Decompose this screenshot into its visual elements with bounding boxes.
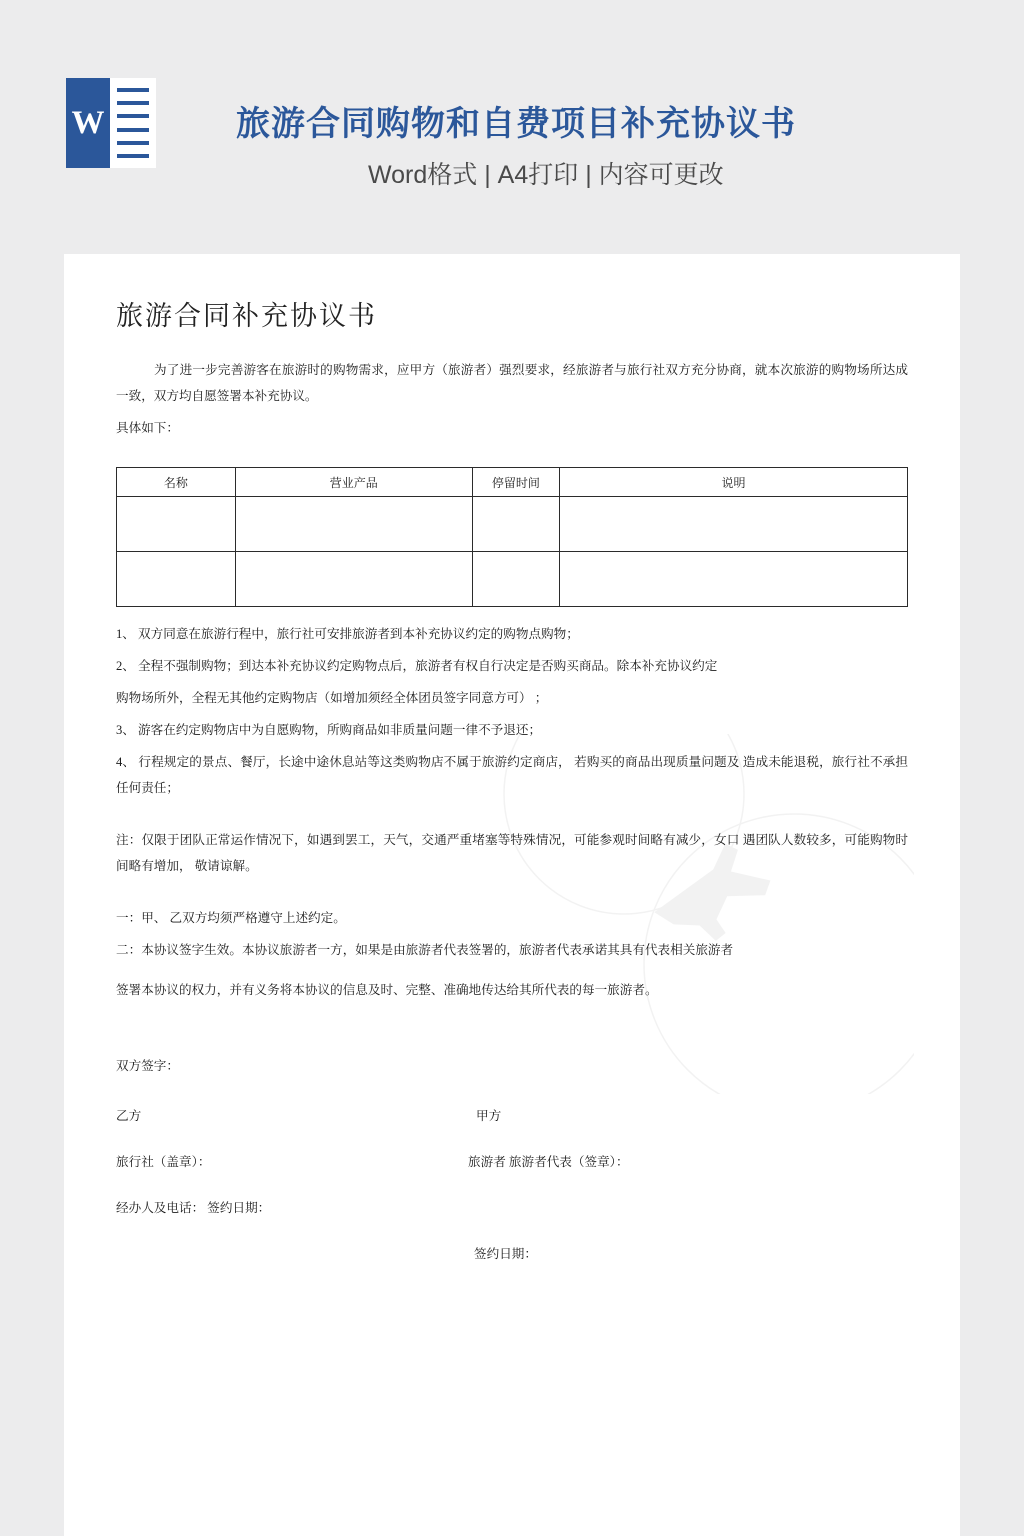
shopping-table [116,467,908,607]
table-cell [559,497,907,552]
table-header-cell: 停留时间 [472,468,559,497]
header-subtitle: Word格式 | A4打印 | 内容可更改 [368,161,724,189]
page-title: 旅游合同购物和自费项目补充协议书 [236,105,796,143]
signature-row-parties [116,1105,908,1151]
header-banner [0,0,1024,237]
clause-item: 购物场所外，全程无其他约定购物店（如增加须经全体团员签字同意方可） ； [116,691,548,705]
signature-row-operator [116,1197,908,1243]
table-cell [117,552,236,607]
spacer [116,1009,908,1053]
table-cell [235,552,472,607]
traveler-seal-line: 旅游者 旅游者代表（签章）： [468,1155,629,1169]
word-logo-letter: W [66,78,110,168]
clause-item: 4、 行程规定的景点、餐厅，长途中途休息站等这类购物店不属于旅游约定商店， 若购买的商品出现质量问题及 造成未能退税，旅行社不承担任何责任； [116,755,908,795]
clause-item: 3、 游客在约定购物店中为自愿购物，所购商品如非质量问题一律不予退还； [116,723,542,737]
sign-date-line: 签约日期： [474,1247,537,1261]
document-title: 旅游合同补充协议书 [116,301,377,331]
operator-phone-line: 经办人及电话： 签约日期： [116,1201,271,1215]
party-b-label: 乙方 [116,1109,142,1123]
signature-row-date [116,1243,908,1289]
party-a-label: 甲方 [476,1109,502,1123]
term-item: 一：甲、 乙双方均须严格遵守上述约定。 [116,911,346,925]
table-header-cell: 说明 [559,468,907,497]
spacer [116,1085,908,1105]
detail-label: 具体如下： [116,421,179,435]
clause-item: 1、 双方同意在旅游行程中，旅行社可安排旅游者到本补充协议约定的购物点购物； [116,627,579,641]
spacer [116,807,908,827]
table-row [117,497,908,552]
note-paragraph: 注：仅限于团队正常运作情况下，如遇到罢工，天气，交通严重堵塞等特殊情况，可能参观时间略有减少，女口 遇团队人数较多，可能购物时间略有增加， 敬请谅解。 [116,833,908,873]
table-cell [472,497,559,552]
table-header-cell: 营业产品 [235,468,472,497]
table-cell [117,497,236,552]
table-header-row [117,468,908,497]
word-logo-lines [110,78,156,168]
term-item: 二：本协议签字生效。本协议旅游者一方，如果是由旅游者代表签署的，旅游者代表承诺其具有代表相关旅游者 [116,943,734,957]
agency-seal-line: 旅行社（盖章）： [116,1155,211,1169]
table-row [117,552,908,607]
intro-paragraph: 为了进一步完善游客在旅游时的购物需求，应甲方（旅游者）强烈要求，经旅游者与旅行社双方充分协商，就本次旅游的购物场所达成一致，双方均自愿签署本补充协议。 [116,363,908,403]
table-cell [472,552,559,607]
document-body [64,254,960,1289]
word-logo-icon [66,78,156,168]
table-cell [235,497,472,552]
signature-heading: 双方签字： [116,1059,179,1073]
spacer [116,885,908,905]
document-sheet [64,254,960,1536]
table-header-cell: 名称 [117,468,236,497]
clause-item: 2、 全程不强制购物；到达本补充协议约定购物点后，旅游者有权自行决定是否购买商品。除本补充协议约定 [116,659,718,673]
signature-row-agency [116,1151,908,1197]
table-cell [559,552,907,607]
term-item: 签署本协议的权力，并有义务将本协议的信息及时、完整、准确地传达给其所代表的每一旅游者。 [116,983,658,997]
